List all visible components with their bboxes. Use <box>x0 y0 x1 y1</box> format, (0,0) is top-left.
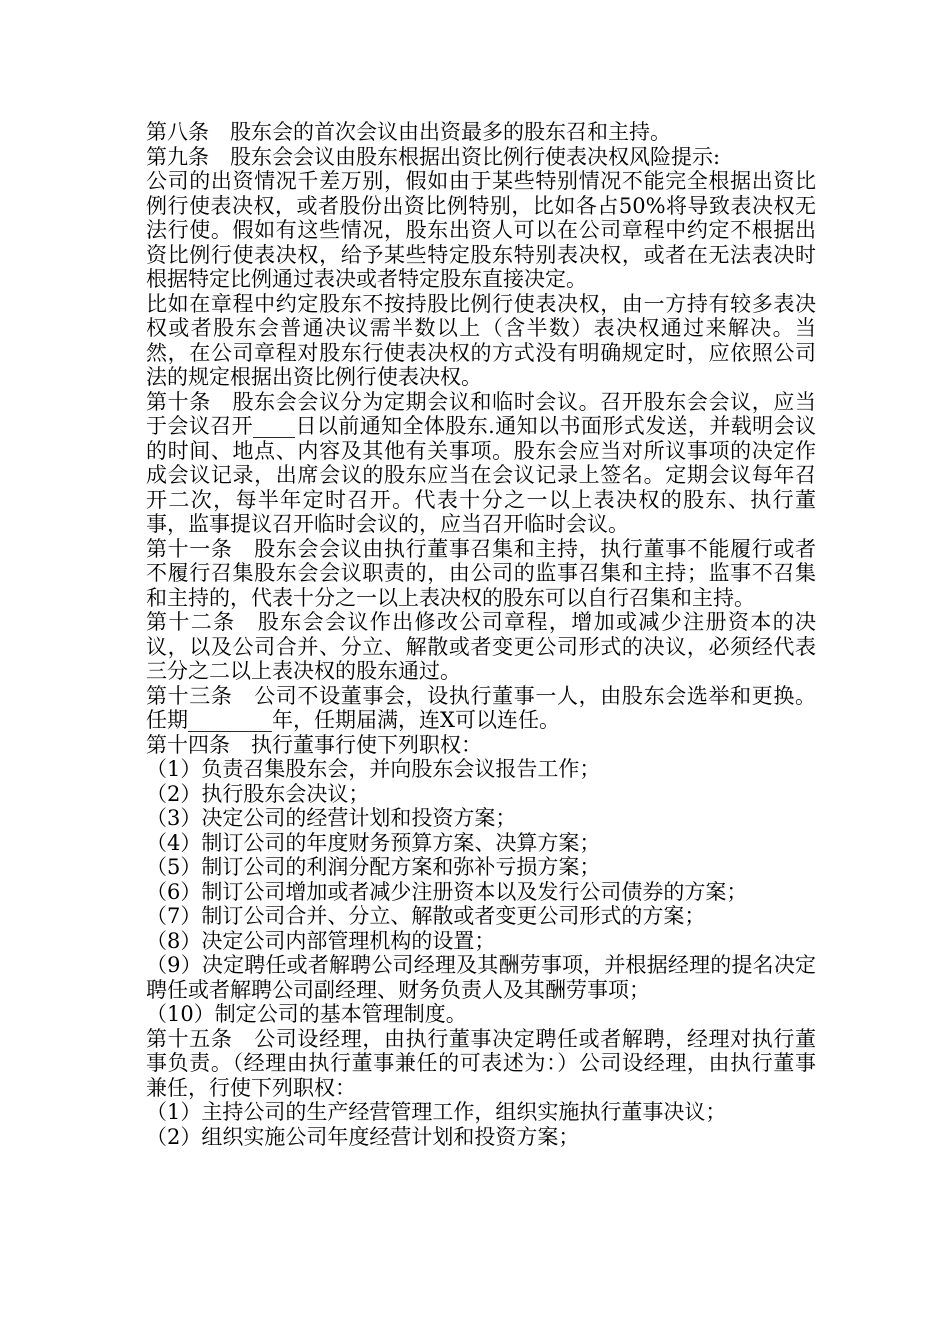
list-item: （9）决定聘任或者解聘公司经理及其酬劳事项，并根据经理的提名决定聘任或者解聘公司副经理、财务负责人及其酬劳事项； <box>146 953 816 1002</box>
article-12-paragraph: 第十二条 股东会会议作出修改公司章程，增加或减少注册资本的决议，以及公司合并、分立、解散或者变更公司形式的决议，必须经代表三分之二以上表决权的股东通过。 <box>146 610 816 683</box>
article-15-paragraph: 第十五条 公司设经理，由执行董事决定聘任或者解聘，经理对执行董事负责。（经理由执行董事兼任的可表述为：）公司设经理，由执行董事兼任，行使下列职权： <box>146 1026 816 1100</box>
list-item: （5）制订公司的利润分配方案和弥补亏损方案； <box>146 855 601 879</box>
list-item: （3）决定公司的经营计划和投资方案； <box>146 806 517 830</box>
article-13-paragraph: 第十三条 公司不设董事会，设执行董事一人，由股东会选举和更换。任期________年，任期届满，连X可以连任。 <box>146 683 816 732</box>
list-item: （2）执行股东会决议； <box>146 781 370 806</box>
list-item: （6）制订公司增加或者减少注册资本以及发行公司债券的方案； <box>146 879 748 904</box>
document-page <box>146 120 816 1149</box>
list-item: （10）制定公司的基本管理制度。 <box>146 1002 467 1026</box>
list-item: （8）决定公司内部管理机构的设置； <box>146 928 496 953</box>
risk-note-paragraph-2: 比如在章程中约定股东不按持股比例行使表决权，由一方持有较多表决权或者股东会普通决议需半数以上（含半数）表决权通过来解决。当然，在公司章程对股东行使表决权的方式没有明确规定时，应依照公司法的规定根据出资比例行使表决权。 <box>146 291 816 389</box>
list-item: （4）制订公司的年度财务预算方案、决算方案； <box>146 830 601 855</box>
list-item: （1）主持公司的生产经营管理工作，组织实施执行董事决议； <box>146 1100 727 1124</box>
article-11-paragraph: 第十一条 股东会会议由执行董事召集和主持，执行董事不能履行或者不履行召集股东会会议职责的，由公司的监事召集和主持；监事不召集和主持的，代表十分之一以上表决权的股东可以自行召集和主持。 <box>146 536 816 610</box>
article-10-paragraph: 第十条 股东会会议分为定期会议和临时会议。召开股东会会议，应当于会议召开____日以前通知全体股东.通知以书面形式发送，并载明会议的时间、地点、内容及其他有关事项。股东会应当对所议事项的决定作成会议记录，出席会议的股东应当在会议记录上签名。定期会议每年召开二次，每半年定时召开。代表十分之一以上表决权的股东、执行董事，监事提议召开临时会议的，应当召开临时会议。 <box>146 389 816 536</box>
list-item: （1）负责召集股东会，并向股东会议报告工作； <box>146 757 601 781</box>
article-8-paragraph: 第八条 股东会的首次会议由出资最多的股东召和主持。 <box>146 120 671 144</box>
list-item: （2）组织实施公司年度经营计划和投资方案； <box>146 1124 580 1149</box>
article-9-paragraph: 第九条 股东会会议由股东根据出资比例行使表决权风险提示: <box>146 144 721 169</box>
risk-note-paragraph-1: 公司的出资情况千差万别，假如由于某些特别情况不能完全根据出资比例行使表决权，或者股份出资比例特别，比如各占50%将导致表决权无法行使。假如有这些情况，股东出资人可以在公司章程中约定不根据出资比例行使表决权，给予某些特定股东特别表决权，或者在无法表决时根据特定比例通过表决或者特定股东直接决定。 <box>146 169 816 291</box>
list-item: （7）制订公司合并、分立、解散或者变更公司形式的方案； <box>146 904 706 928</box>
article-14-paragraph: 第十四条 执行董事行使下列职权： <box>146 732 482 757</box>
